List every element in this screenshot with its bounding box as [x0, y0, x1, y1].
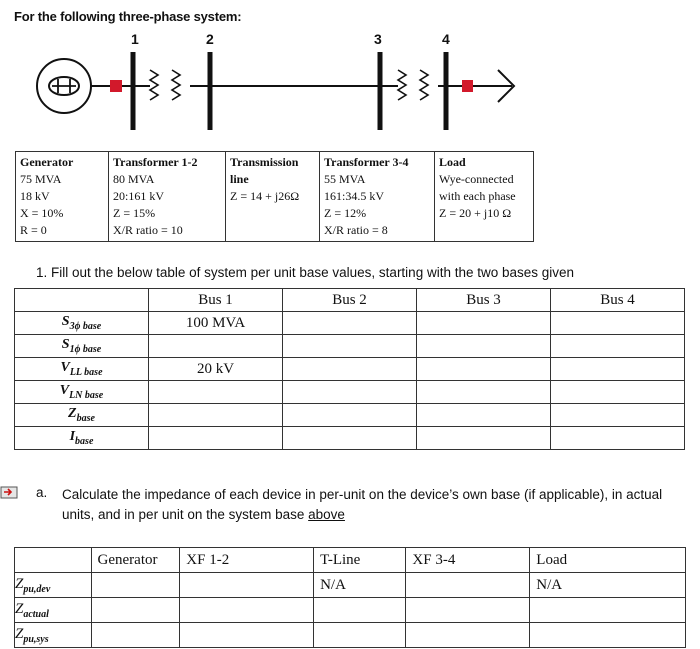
equip-generator: Generator 75 MVA 18 kV X = 10% R = 0: [16, 152, 109, 242]
header-bus-1: Bus 1: [149, 289, 283, 312]
cell-gen-z-actual[interactable]: [91, 598, 180, 623]
cell-gen-zpu-dev[interactable]: [91, 573, 180, 598]
cell-bus4-s3[interactable]: [551, 312, 685, 335]
question-a-letter: a.: [36, 485, 48, 500]
cell-load-zpu-sys[interactable]: [530, 623, 686, 648]
question-1-text: 1. Fill out the below table of system per unit base values, starting with the two bases given: [36, 265, 575, 280]
one-line-diagram: [0, 0, 700, 150]
cell-bus1-vln[interactable]: [149, 381, 283, 404]
cell-bus3-vll[interactable]: [417, 358, 551, 381]
row-label-z-base: $Z_{base}$: [15, 404, 149, 427]
cell-bus2-vln[interactable]: [283, 381, 417, 404]
cell-bus3-s3[interactable]: [417, 312, 551, 335]
page-title: For the following three-phase system:: [14, 9, 242, 24]
transformer-3-4-symbol: [398, 70, 428, 100]
cell-bus4-s1[interactable]: [551, 335, 685, 358]
question-a-underlined: above: [308, 507, 345, 522]
cell-bus1-s3[interactable]: 100 MVA: [149, 312, 283, 335]
cell-xf12-zpu-dev[interactable]: [180, 573, 314, 598]
edit-arrow-icon[interactable]: [0, 486, 20, 500]
header-generator: Generator: [91, 548, 180, 573]
base-values-table: [14, 288, 685, 450]
cell-bus4-z[interactable]: [551, 404, 685, 427]
equip-transformer-3-4: Transformer 3-4 55 MVA 161:34.5 kV Z = 12% X/R ratio = 8: [320, 152, 435, 242]
row-label-z-actual: $Z_{actual}$: [15, 598, 92, 623]
cell-xf12-z-actual[interactable]: [180, 598, 314, 623]
cell-bus1-z[interactable]: [149, 404, 283, 427]
table-row: [15, 623, 686, 648]
table-row: [15, 573, 686, 598]
cell-load-z-actual[interactable]: [530, 598, 686, 623]
row-label-vln-base: $V_{LN base}$: [15, 381, 149, 404]
bus-number-3: 3: [374, 31, 382, 47]
table-row: [15, 598, 686, 623]
cell-bus4-vln[interactable]: [551, 381, 685, 404]
cell-bus2-z[interactable]: [283, 404, 417, 427]
header-bus-3: Bus 3: [417, 289, 551, 312]
table-row: [15, 404, 685, 427]
header-bus-4: Bus 4: [551, 289, 685, 312]
table-row: [15, 427, 685, 450]
bus-number-4: 4: [442, 31, 450, 47]
cell-bus1-i[interactable]: [149, 427, 283, 450]
table-row: [15, 381, 685, 404]
generator-symbol: [37, 59, 91, 113]
breaker-2: [462, 80, 473, 92]
cell-bus1-s1[interactable]: [149, 335, 283, 358]
equip-transformer-1-2: Transformer 1-2 80 MVA 20:161 kV Z = 15% X/R ratio = 10: [109, 152, 226, 242]
equip-transmission-line: Transmission line Z = 14 + j26Ω: [226, 152, 320, 242]
row-label-vll-base: $V_{LL base}$: [15, 358, 149, 381]
cell-bus3-s1[interactable]: [417, 335, 551, 358]
row-label-i-base: $I_{base}$: [15, 427, 149, 450]
transformer-1-2-symbol: [150, 70, 180, 100]
row-label-zpu-sys: $Z_{pu,sys}$: [15, 623, 92, 648]
cell-bus3-vln[interactable]: [417, 381, 551, 404]
imp-header-blank: [15, 548, 92, 573]
cell-bus4-i[interactable]: [551, 427, 685, 450]
cell-xf34-zpu-sys[interactable]: [406, 623, 530, 648]
cell-bus4-vll[interactable]: [551, 358, 685, 381]
equip-load: Load Wye-connected with each phase Z = 20 + j10 Ω: [435, 152, 534, 242]
table-row: [15, 358, 685, 381]
bus-number-2: 2: [206, 31, 214, 47]
cell-xf12-zpu-sys[interactable]: [180, 623, 314, 648]
header-t-line: T-Line: [314, 548, 406, 573]
header-xf-1-2: XF 1-2: [180, 548, 314, 573]
cell-bus2-i[interactable]: [283, 427, 417, 450]
cell-bus1-vll[interactable]: 20 kV: [149, 358, 283, 381]
impedance-table: [14, 547, 686, 648]
cell-gen-zpu-sys[interactable]: [91, 623, 180, 648]
table-row: [15, 312, 685, 335]
row-label-zpu-dev: $Z_{pu,dev}$: [15, 573, 92, 598]
cell-tline-zpu-sys[interactable]: [314, 623, 406, 648]
header-bus-2: Bus 2: [283, 289, 417, 312]
row-label-s3-base: $S_{3\phi base}$: [15, 312, 149, 335]
cell-bus2-s1[interactable]: [283, 335, 417, 358]
cell-xf34-zpu-dev[interactable]: [406, 573, 530, 598]
cell-bus2-s3[interactable]: [283, 312, 417, 335]
table-row: [15, 335, 685, 358]
base-header-blank: [15, 289, 149, 312]
row-label-s1-base: $S_{1\phi base}$: [15, 335, 149, 358]
cell-tline-z-actual[interactable]: [314, 598, 406, 623]
header-load: Load: [530, 548, 686, 573]
breaker-1: [110, 80, 122, 92]
question-a-text: Calculate the impedance of each device in per-unit on the device’s own base (if applicable), in actual units, and in per unit on the system base above: [62, 487, 663, 522]
cell-xf34-z-actual[interactable]: [406, 598, 530, 623]
cell-bus3-i[interactable]: [417, 427, 551, 450]
header-xf-3-4: XF 3-4: [406, 548, 530, 573]
cell-bus2-vll[interactable]: [283, 358, 417, 381]
cell-load-zpu-dev[interactable]: N/A: [530, 573, 686, 598]
cell-bus3-z[interactable]: [417, 404, 551, 427]
cell-tline-zpu-dev[interactable]: N/A: [314, 573, 406, 598]
bus-number-1: 1: [131, 31, 139, 47]
equipment-table: [15, 151, 534, 242]
